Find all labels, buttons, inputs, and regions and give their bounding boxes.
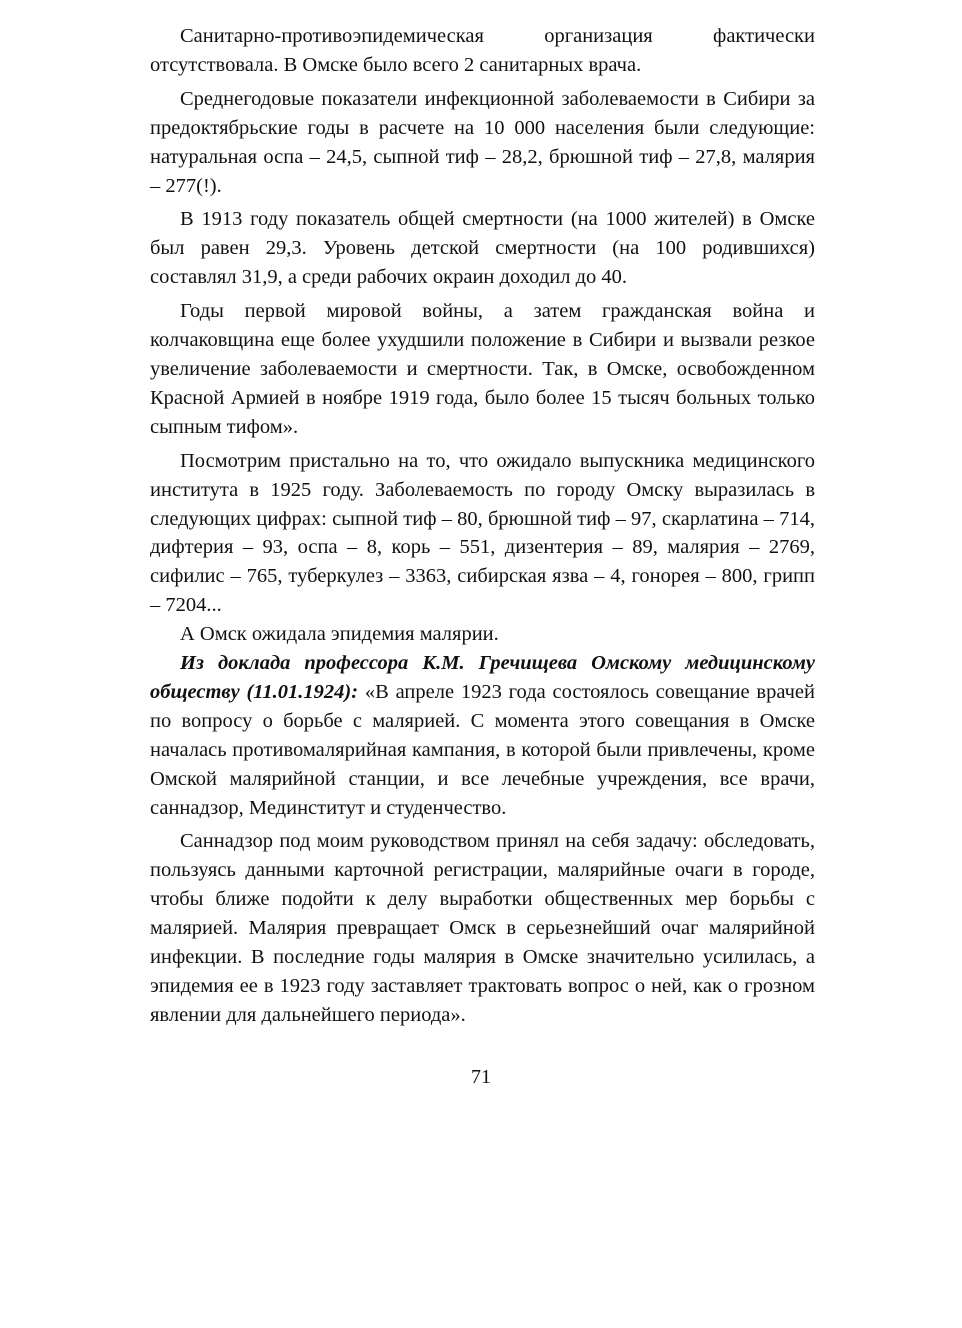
paragraph-infection-rates: Среднегодовые показатели инфекционной заболеваемости в Сибири за предоктябрьские годы в расчете на 10 000 населения были следующие: натуральная оспа – 24,5, сыпной тиф – 28,2, брюшной тиф – 27,8, малярия – 277(!). [150,87,815,197]
report-quote-text: «В апреле 1923 года состоялось совещание врачей по вопросу о борьбе с малярией. С момента этого совещания в Омске началась противомалярийная кампания, в которой были привлечены, кроме Омской малярийной станции, и все лечебные учреждения, все врачи, саннадзор, Мединститут и студенчество. [150,680,815,819]
page-body [150,22,815,1030]
page-number: 71 [471,1066,491,1088]
paragraph-war-years: Годы первой мировой войны, а затем гражданская война и колчаковщина еще более ухудшили положение в Сибири и вызвали резкое увеличение заболеваемости и смертности. Так, в Омске, освобожденном Красной Армией в ноябре 1919 года, было более 15 тысяч больных только сыпным тифом». [150,300,815,438]
paragraph-malaria-epidemic: А Омск ожидала эпидемия малярии. [180,623,499,646]
paragraph-1925-morbidity: Посмотрим пристально на то, что ожидало выпускника медицинского института в 1925 году. Заболеваемость по городу Омску выразилась в следующих цифрах: сыпной тиф – 80, брюшной тиф – 97, скарлатина – 714, дифтерия – 93, оспа – 8, корь – 551, дизентерия – 89, малярия – 2769, сифилис – 765, туберкулез – 3363, сибирская язва – 4, гонорея – 800, грипп – 7204... [150,449,815,617]
paragraph-sanitary-organization: Санитарно-противоэпидемическая организация фактически отсутствовала. В Омске было всего 2 санитарных врача. [150,25,815,76]
paragraph-sannadzor-task: Саннадзор под моим руководством принял на себя задачу: обследовать, пользуясь данными карточной регистрации, малярийные очаги в городе, чтобы ближе подойти к делу выработки общественных мер борьбы с малярией. Малярия превращает Омск в серьезнейший очаг малярийной инфекции. В последние годы малярия в Омске значительно усилилась, а эпидемия ее в 1923 году заставляет трактовать вопрос о ней, как о грозном явлении для дальнейшего периода». [150,830,815,1026]
report-source-heading: Из доклада профессора К.М. Гречищева Омскому медицинскому обществу (11.01.1924): [150,652,815,703]
paragraph-grechishchev-report [150,649,815,822]
paragraph-mortality-1913: В 1913 году показатель общей смертности (на 1000 жителей) в Омске был равен 29,3. Уровень детской смертности (на 100 родившихся) составлял 31,9, а среди рабочих окраин доходил до 40. [150,208,815,289]
